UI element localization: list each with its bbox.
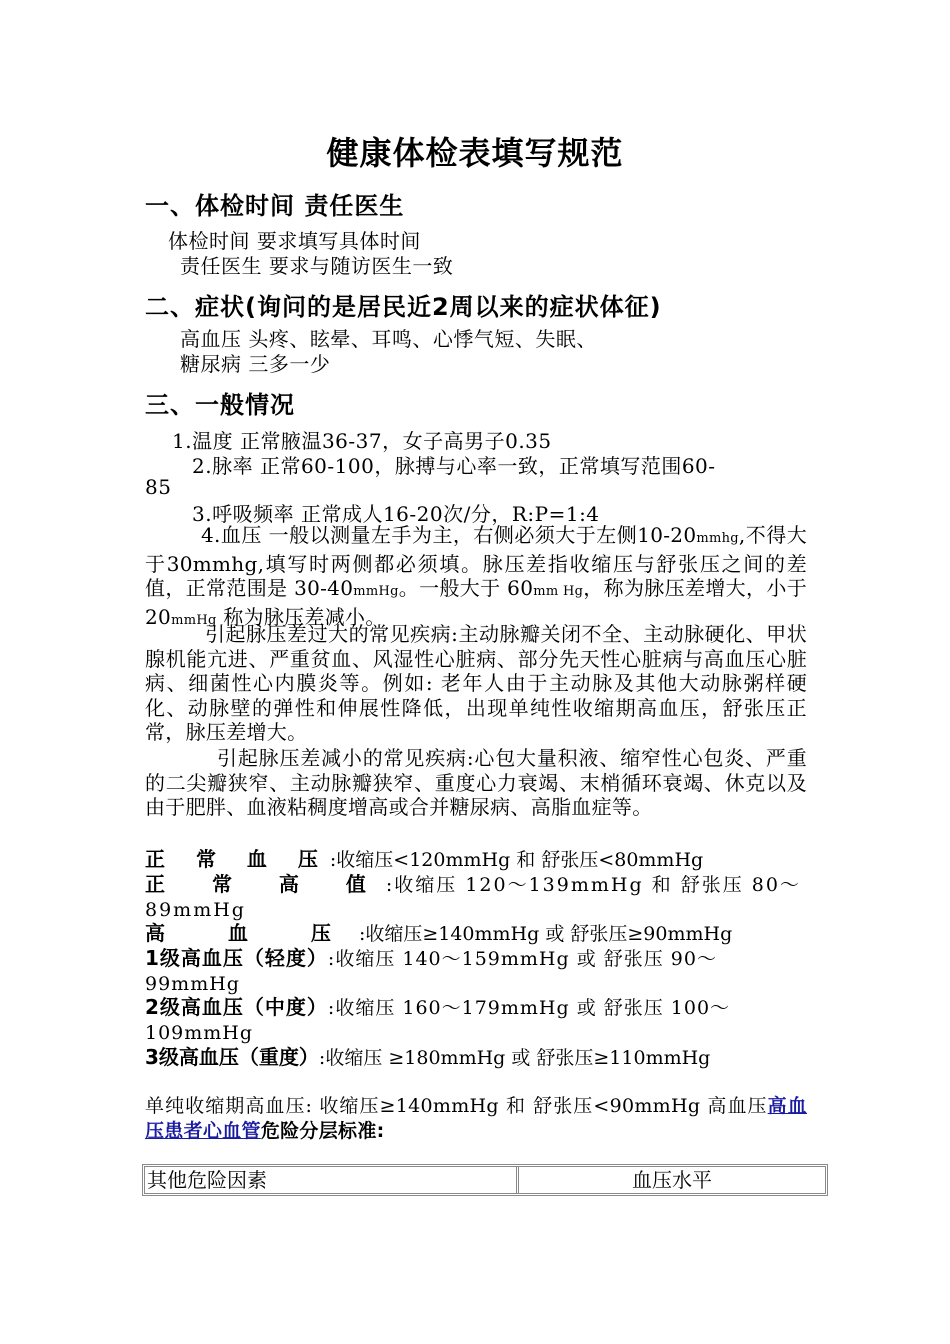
diabetes-symptoms: 糖尿病 三多一少: [180, 352, 331, 376]
hypertension-symptoms: 高血压 头疼、眩晕、耳鸣、心悸气短、失眠、: [180, 327, 597, 351]
bp-grade-3: 3级高血压（重度）:收缩压 ≥180mmHg 或 舒张压≥110mmHg: [145, 1045, 711, 1069]
pulse-item-cont: 85: [145, 475, 172, 499]
bp-normal: 正 常 血 压:收缩压<120mmHg 和 舒张压<80mmHg: [145, 847, 704, 871]
temperature-item: 1.温度 正常腋温36-37，女子高男子0.35: [172, 429, 552, 453]
doctor-line: 责任医生 要求与随访医生一致: [180, 254, 454, 278]
table-header-risk-factors: 其他危险因素: [145, 1167, 519, 1193]
section-heading-1: 一、体检时间 责任医生: [145, 192, 405, 220]
bp-hypertension: 高 血 压:收缩压≥140mmHg 或 舒张压≥90mmHg: [145, 921, 733, 945]
small-pulse-pressure-causes: 引起脉压差减小的常见疾病:心包大量积液、缩窄性心包炎、严重的二尖瓣狭窄、主动脉瓣狭窄、重度心力衰竭、末梢循环衰竭、休克以及由于肥胖、血液粘稠度增高或合并糖尿病、高脂血症等。: [145, 746, 807, 820]
bp-grade-1: 1级高血压（轻度）:收缩压 140～159mmHg 或 舒张压 90～99mmHg: [145, 946, 717, 995]
cardiovascular-risk-link[interactable]: 高血压患者心血管: [145, 1095, 807, 1142]
large-pulse-pressure-causes: 引起脉压差过大的常见疾病:主动脉瓣关闭不全、主动脉硬化、甲状腺机能亢进、严重贫血、风湿性心脏病、部分先天性心脏病与高血压心脏病、细菌性心内膜炎等。例如: 老年人由于主动脉及其他大动脉粥样硬化、动脉壁的弹性和伸展性降低，出现单纯性收缩期高血压，舒张压正常，脉压差增大。: [145, 622, 807, 745]
exam-time-line: 体检时间 要求填写具体时间: [168, 229, 421, 253]
bp-high-normal: 正 常 高 值:收缩压 120～139mmHg 和 舒张压 80～89mmHg: [145, 872, 801, 921]
section-heading-2: 二、症状(询问的是居民近2周以来的症状体征): [145, 293, 662, 321]
section-heading-3: 三、一般情况: [145, 391, 295, 419]
table-header-bp-level: 血压水平: [632, 1168, 712, 1192]
isolated-systolic-text: 单纯收缩期高血压: 收缩压≥140mmHg 和 舒张压<90mmHg 高血压高血压患者心血管危险分层标准:: [145, 1095, 807, 1142]
document-title: 健康体检表填写规范: [326, 134, 624, 172]
bp-grade-2: 2级高血压（中度）:收缩压 160～179mmHg 或 舒张压 100～109mmHg: [145, 995, 731, 1044]
pulse-item: 2.脉率 正常60-100，脉搏与心率一致，正常填写范围60-: [192, 454, 716, 478]
risk-table: [142, 1164, 828, 1196]
respiration-item: 3.呼吸频率 正常成人16-20次/分，R:P=1:4: [192, 502, 600, 526]
blood-pressure-item: 4.血压 一般以测量左手为主，右侧必须大于左侧10-20mmhg,不得大于30mmhg,填写时两侧都必须填。脉压差指收缩压与舒张压之间的差值，正常范围是 30-40mmHg。一般大于 60mm Hg，称为脉压差增大，小于 20mmHg 称为脉压差减小。: [145, 523, 808, 629]
